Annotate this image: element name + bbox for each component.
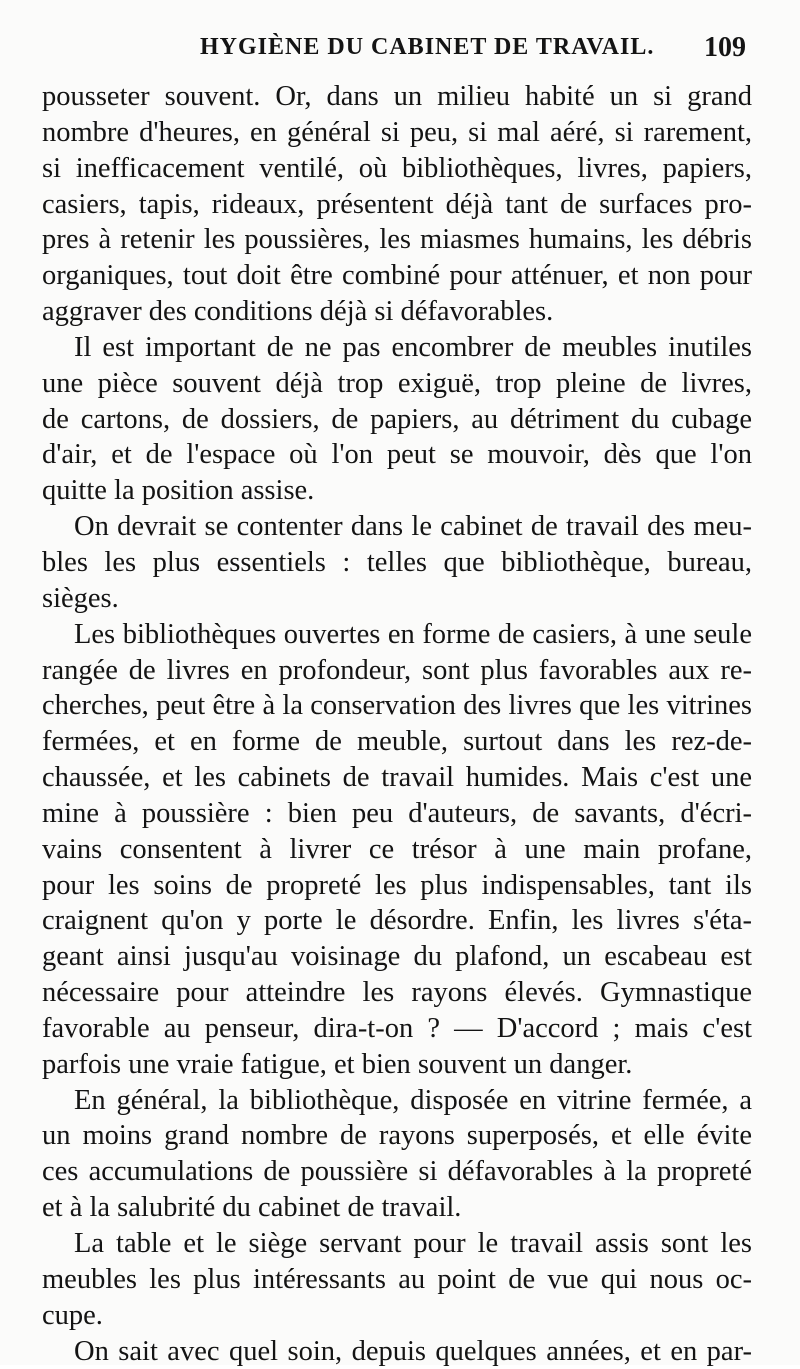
text-line: bles les plus essentiels : telles que bibliothèque, bureau, xyxy=(42,546,752,578)
running-title: HYGIÈNE DU CABINET DE TRAVAIL. xyxy=(200,34,655,60)
paragraph-start-line: En général, la bibliothèque, disposée en vitrine fermée, a xyxy=(74,1084,752,1116)
text-line: geant ainsi jusqu'au voisinage du plafond, un escabeau est xyxy=(42,941,752,973)
text-line: et à la salubrité du cabinet de travail. xyxy=(42,1192,462,1224)
text-line: pres à retenir les poussières, les miasmes humains, les débris xyxy=(42,224,752,256)
text-line: meubles les plus intéressants au point de vue qui nous oc- xyxy=(42,1263,752,1295)
text-line: sièges. xyxy=(42,582,119,614)
text-line: si inefficacement ventilé, où bibliothèques, livres, papiers, xyxy=(42,152,752,184)
text-line: mine à poussière : bien peu d'auteurs, de savants, d'écri- xyxy=(42,797,752,829)
text-line: cupe. xyxy=(42,1299,103,1331)
text-line: favorable au penseur, dira-t-on ? — D'accord ; mais c'est xyxy=(42,1012,752,1044)
page-number: 109 xyxy=(704,32,746,63)
text-line: un moins grand nombre de rayons superposés, et elle évite xyxy=(42,1120,752,1152)
paragraph-start-line: On sait avec quel soin, depuis quelques années, et en par- xyxy=(74,1335,752,1367)
text-line: organiques, tout doit être combiné pour atténuer, et non pour xyxy=(42,260,752,292)
text-line: nombre d'heures, en général si peu, si mal aéré, si rarement, xyxy=(42,116,752,148)
paragraph-start-line: Il est important de ne pas encombrer de meubles inutiles xyxy=(74,331,752,363)
body-text xyxy=(42,79,752,1369)
text-line: nécessaire pour atteindre les rayons élevés. Gymnastique xyxy=(42,977,752,1009)
running-header xyxy=(0,34,800,74)
paragraph-start-line: On devrait se contenter dans le cabinet de travail des meu- xyxy=(74,511,752,543)
text-line: cherches, peut être à la conservation des livres que les vitrines xyxy=(42,690,752,722)
text-line: vains consentent à livrer ce trésor à une main profane, xyxy=(42,833,752,865)
paragraph-start-line: La table et le siège servant pour le travail assis sont les xyxy=(74,1228,752,1259)
paragraph-start-line: Les bibliothèques ouvertes en forme de casiers, à une seule xyxy=(74,618,752,650)
text-line: une pièce souvent déjà trop exiguë, trop pleine de livres, xyxy=(42,367,752,399)
text-line: fermées, et en forme de meuble, surtout dans les rez-de- xyxy=(42,726,752,758)
text-line: craignent qu'on y porte le désordre. Enfin, les livres s'éta- xyxy=(42,905,752,937)
text-line: de cartons, de dossiers, de papiers, au détriment du cubage xyxy=(42,403,752,435)
text-line: rangée de livres en profondeur, sont plus favorables aux re- xyxy=(42,654,752,686)
text-line: pour les soins de propreté les plus indispensables, tant ils xyxy=(42,869,752,901)
text-line: aggraver des conditions déjà si défavorables. xyxy=(42,296,554,328)
text-line: chaussée, et les cabinets de travail humides. Mais c'est une xyxy=(42,762,752,794)
text-line: d'air, et de l'espace où l'on peut se mouvoir, dès que l'on xyxy=(42,439,752,471)
text-line: parfois une vraie fatigue, et bien souvent un danger. xyxy=(42,1048,633,1080)
text-line: ces accumulations de poussière si défavorables à la propreté xyxy=(42,1156,752,1188)
text-line: casiers, tapis, rideaux, présentent déjà tant de surfaces pro- xyxy=(42,188,752,220)
text-line: pousseter souvent. Or, dans un milieu habité un si grand xyxy=(42,81,752,112)
text-line: quitte la position assise. xyxy=(42,475,315,507)
